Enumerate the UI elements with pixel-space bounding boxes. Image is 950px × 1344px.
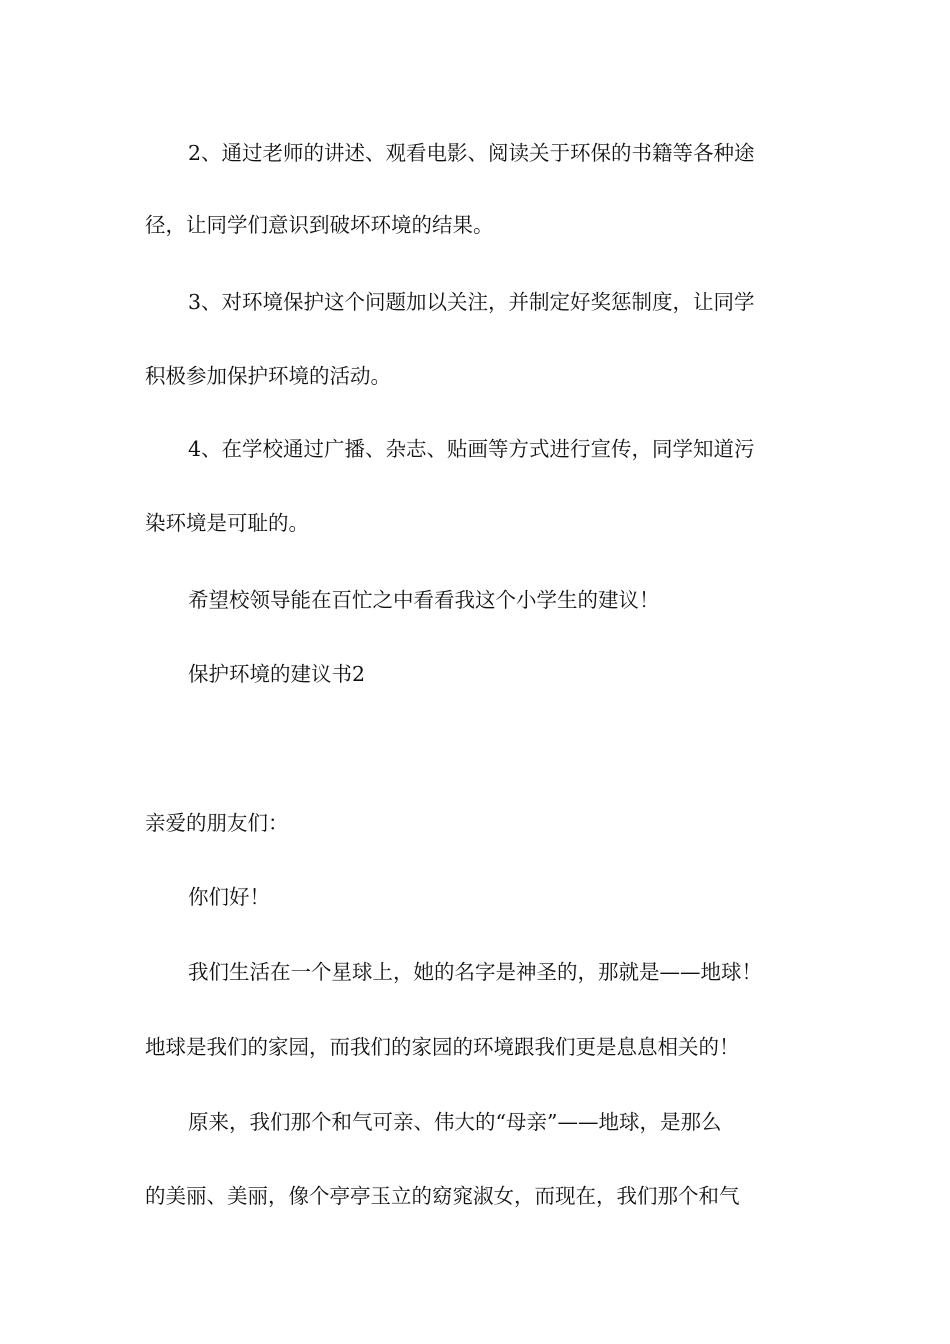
section-title: 保护环境的建议书2 [188,662,366,686]
paragraph-line: 地球是我们的家园，而我们的家园的环境跟我们更是息息相关的！ [145,1035,740,1059]
paragraph-line: 3、对环境保护这个问题加以关注，并制定好奖惩制度，让同学 [188,290,755,314]
paragraph-line: 径，让同学们意识到破坏环境的结果。 [145,213,494,237]
closing-line: 希望校领导能在百忙之中看看我这个小学生的建议！ [188,588,660,612]
paragraph-line: 积极参加保护环境的活动。 [145,364,391,388]
paragraph-line: 我们生活在一个星球上，她的名字是神圣的，那就是——地球！ [188,960,762,984]
paragraph-line: 原来，我们那个和气可亲、伟大的“母亲”——地球，是那么 [188,1110,722,1134]
salutation: 亲爱的朋友们： [145,811,289,835]
paragraph-line: 2、通过老师的讲述、观看电影、阅读关于环保的书籍等各种途 [188,141,755,165]
paragraph-line: 4、在学校通过广播、杂志、贴画等方式进行宣传，同学知道污 [188,437,755,461]
paragraph-line: 的美丽、美丽，像个亭亭玉立的窈窕淑女，而现在，我们那个和气 [145,1184,740,1208]
greeting: 你们好！ [188,885,270,909]
paragraph-line: 染环境是可耻的。 [145,511,309,535]
